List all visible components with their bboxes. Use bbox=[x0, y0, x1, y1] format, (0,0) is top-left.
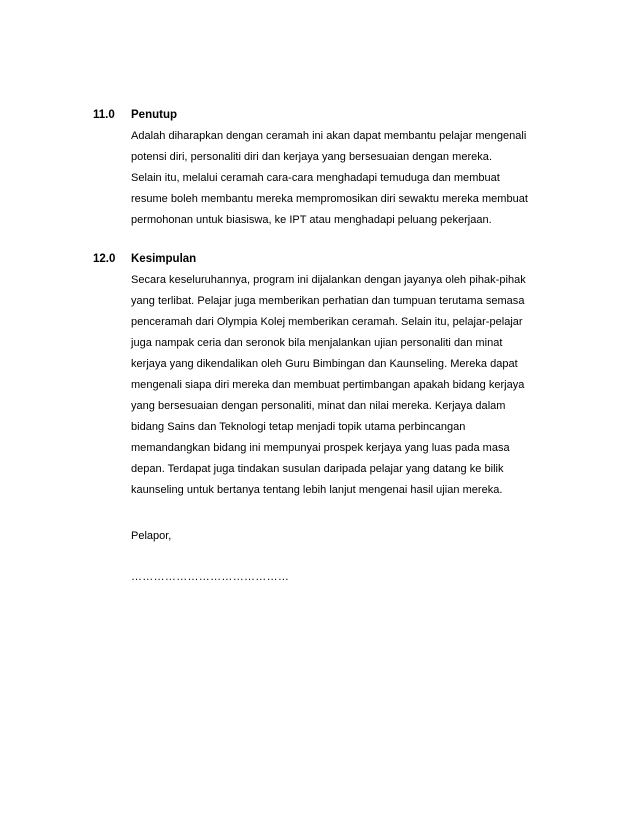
section-heading: Penutup bbox=[131, 109, 177, 121]
paragraph-line: kerjaya yang dikendalikan oleh Guru Bimbingan dan Kaunseling. Mereka dapat bbox=[131, 358, 518, 370]
paragraph-line: mengenali siapa diri mereka dan membuat pertimbangan apakah bidang kerjaya bbox=[131, 379, 525, 391]
section-heading: Kesimpulan bbox=[131, 253, 197, 265]
paragraph-line: Secara keseluruhannya, program ini dijalankan dengan jayanya oleh pihak-pihak bbox=[131, 274, 526, 286]
section-number: 11.0 bbox=[93, 109, 115, 121]
paragraph-line: memandangkan bidang ini mempunyai prospek kerjaya yang luas pada masa bbox=[131, 442, 510, 454]
paragraph-line: Selain itu, melalui ceramah cara-cara menghadapi temuduga dan membuat bbox=[131, 172, 500, 184]
paragraph-line: resume boleh membantu mereka mempromosikan diri sewaktu mereka membuat bbox=[131, 193, 528, 205]
paragraph-line: yang terlibat. Pelajar juga memberikan perhatian dan tumpuan terutama semasa bbox=[131, 295, 525, 307]
section-paragraph bbox=[131, 126, 571, 231]
section-number: 12.0 bbox=[93, 253, 116, 265]
paragraph-line: Adalah diharapkan dengan ceramah ini akan dapat membantu pelajar mengenali bbox=[131, 130, 527, 142]
section-paragraph bbox=[131, 270, 571, 501]
paragraph-line: kaunseling untuk bertanya tentang lebih lanjut mengenai hasil ujian mereka. bbox=[131, 484, 503, 496]
paragraph-line: yang bersesuaian dengan personaliti, minat dan nilai mereka. Kerjaya dalam bbox=[131, 400, 506, 412]
paragraph-line: depan. Terdapat juga tindakan susulan daripada pelajar yang datang ke bilik bbox=[131, 463, 504, 475]
paragraph-line: juga nampak ceria dan seronok bila menjalankan ujian personaliti dan minat bbox=[131, 337, 503, 349]
paragraph-line: permohonan untuk biasiswa, ke IPT atau menghadapi peluang pekerjaan. bbox=[131, 214, 492, 226]
paragraph-line: bidang Sains dan Teknologi tetap menjadi topik utama perbincangan bbox=[131, 421, 466, 433]
signer-label: Pelapor, bbox=[131, 530, 172, 542]
signature-dotted-line: …………………………………… bbox=[131, 571, 290, 583]
paragraph-line: potensi diri, personaliti diri dan kerjaya yang bersesuaian dengan mereka. bbox=[131, 151, 493, 163]
paragraph-line: penceramah dari Olympia Kolej memberikan ceramah. Selain itu, pelajar-pelajar bbox=[131, 316, 523, 328]
